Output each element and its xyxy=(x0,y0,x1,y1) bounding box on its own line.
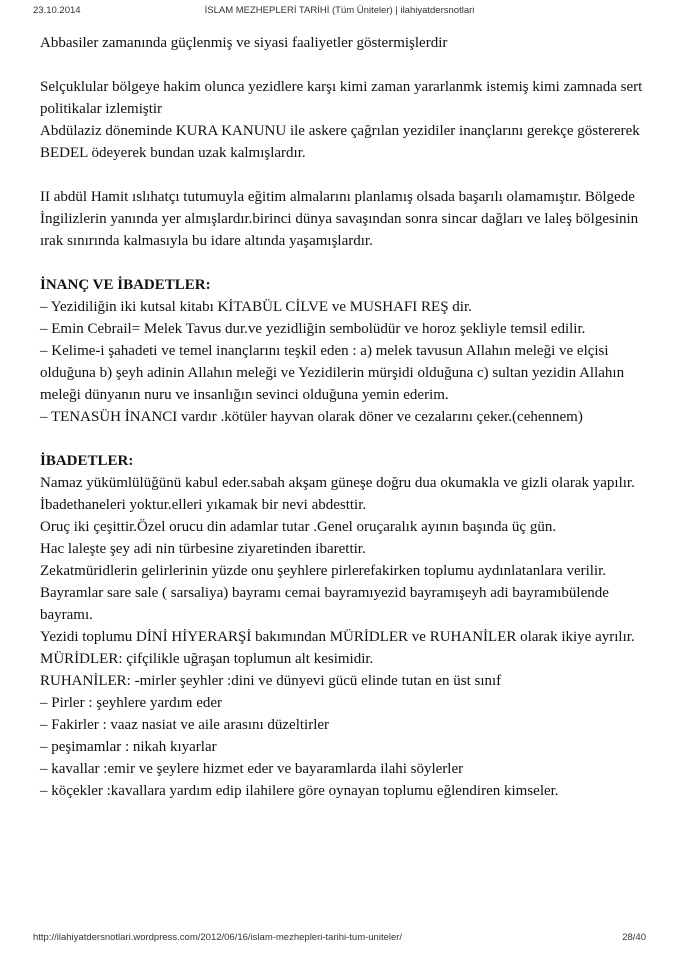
list-item: Zekatmüridlerin gelirlerinin yüzde onu şeyhlere pirlerefakirken toplumu aydınlatanlara verilir. xyxy=(40,563,607,579)
print-date: 23.10.2014 xyxy=(33,5,81,16)
page-header-title: İSLAM MEZHEPLERİ TARİHİ (Tüm Üniteler) | ilahiyatdersnotlari xyxy=(204,5,475,16)
list-item: Bayramlar sare sale ( sarsaliya) bayramı cemai bayramıyezid bayramışeyh adi bayramıbülende bayramı. xyxy=(40,585,609,623)
section-heading-inanc: İNANÇ VE İBADETLER: xyxy=(40,277,211,293)
list-item: Hac laleşte şey adi nin türbesine ziyaretinden ibarettir. xyxy=(40,541,366,557)
list-item: – Fakirler : vaaz nasiat ve aile arasını düzeltirler xyxy=(40,717,330,733)
paragraph-abbasiler: Abbasiler zamanında güçlenmiş ve siyasi faaliyetler göstermişlerdir xyxy=(40,35,448,51)
spacer xyxy=(40,428,660,450)
list-item: – peşimamlar : nikah kıyarlar xyxy=(40,739,217,755)
list-item: – Emin Cebrail= Melek Tavus dur.ve yezidliğin sembolüdür ve horoz şekliyle temsil edilir. xyxy=(40,321,586,337)
list-item: Oruç iki çeşittir.Özel orucu din adamlar tutar .Genel oruçaralık ayının başında üç gün. xyxy=(40,519,557,535)
paragraph-abdulaziz: Abdülaziz döneminde KURA KANUNU ile askere çağrılan yezidiler inançlarını gerekçe göstererek BEDEL ödeyerek bundan uzak kalmışlardır. xyxy=(40,123,640,161)
list-item: – TENASÜH İNANCI vardır .kötüler hayvan olarak döner ve cezalarını çeker.(cehennem) xyxy=(40,409,583,425)
list-item: MÜRİDLER: çifçilikle uğraşan toplumun alt kesimidir. xyxy=(40,651,374,667)
list-item: – Pirler : şeyhlere yardım eder xyxy=(40,695,223,711)
spacer xyxy=(40,54,660,76)
paragraph-abdulhamit: II abdül Hamit ıslıhatçı tutumuyla eğitim almalarını planlamış olsada başarılı olamamıştır. Bölgede İngilizlerin yanında yer almışlardır.birinci dünya savaşından sonra sincar dağları ve laleş bölgesinin ırak sınırında kalmasıyla bu idare altında yaşamışlardır. xyxy=(40,189,639,249)
footer-url-link[interactable]: http://ilahiyatdersnotlari.wordpress.com/2012/06/16/islam-mezhepleri-tarihi-tum-uniteler/ xyxy=(33,932,403,943)
list-item: Yezidi toplumu DİNİ HİYERARŞİ bakımından MÜRİDLER ve RUHANİLER olarak ikiye ayrılır. xyxy=(40,629,635,645)
list-item: – kavallar :emir ve şeylere hizmet eder ve bayaramlarda ilahi söylerler xyxy=(40,761,464,777)
list-item: – köçekler :kavallara yardım edip ilahilere göre oynayan toplumu eğlendiren kimseler. xyxy=(40,783,559,799)
page-number: 28/40 xyxy=(622,932,646,943)
page-footer xyxy=(0,932,679,946)
spacer xyxy=(40,252,660,274)
list-item: İbadethaneleri yoktur.elleri yıkamak bir nevi abdesttir. xyxy=(40,497,367,513)
section-heading-ibadetler: İBADETLER: xyxy=(40,453,134,469)
spacer xyxy=(40,164,660,186)
list-item: – Yezidiliğin iki kutsal kitabı KİTABÜL CİLVE ve MUSHAFI REŞ dir. xyxy=(40,299,472,315)
document-body xyxy=(40,32,660,802)
list-item: RUHANİLER: -mirler şeyhler :dini ve dünyevi gücü elinde tutan en üst sınıf xyxy=(40,673,502,689)
paragraph-selcuklular: Selçuklular bölgeye hakim olunca yezidlere karşı kimi zaman yararlanmk istemiş kimi zamnada sert politikalar izlemiştir xyxy=(40,79,643,117)
page-header xyxy=(0,5,679,19)
list-item: – Kelime-i şahadeti ve temel inançlarını teşkil eden : a) melek tavusun Allahın meleği ve elçisi olduğuna b) şeyh adinin Allahın meleği ve Yezidilerin mürşidi olduğuna c) sultan yezidin Allahın meleği dünyanın nuru ve insanlığın sevinci olduğuna yemin ederim. xyxy=(40,343,625,403)
list-item: Namaz yükümlülüğünü kabul eder.sabah akşam güneşe doğru dua okumakla ve gizli olarak yapılır. xyxy=(40,475,635,491)
